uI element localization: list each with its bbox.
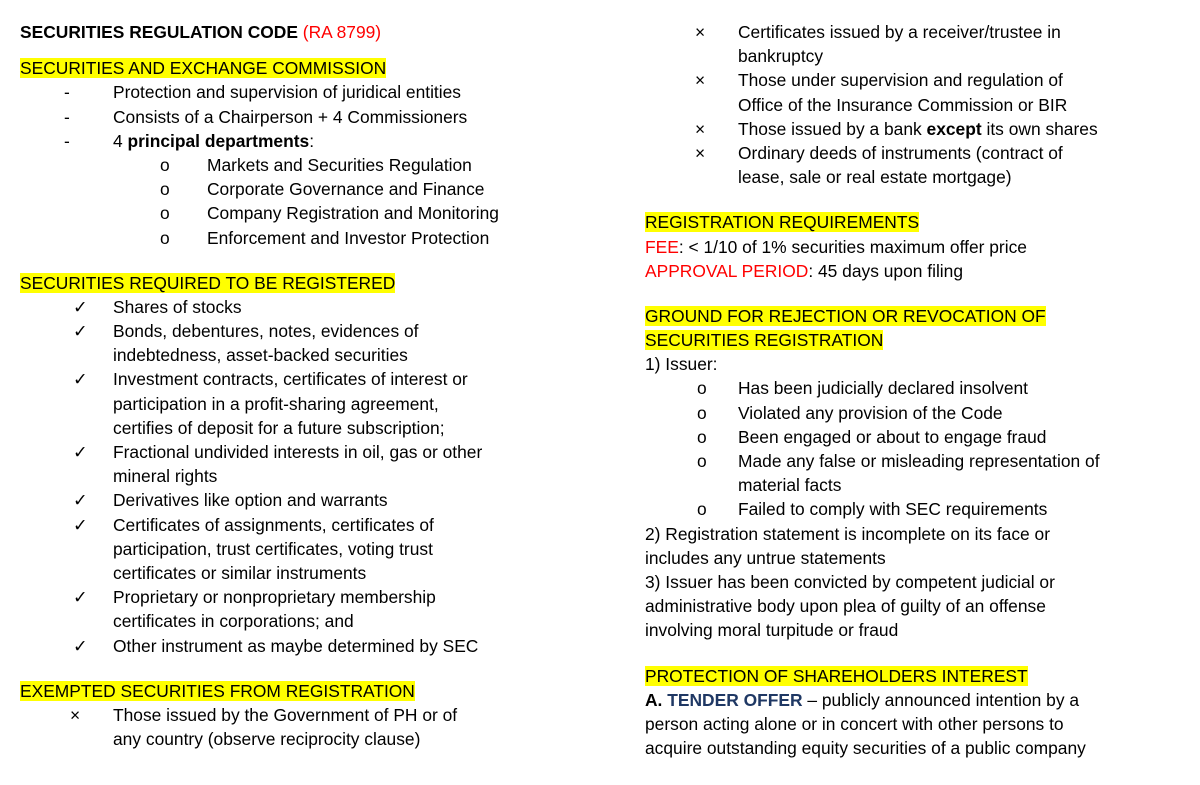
circle-bullet: o: [697, 378, 707, 399]
list-item-cont: certificates or similar instruments: [113, 562, 367, 583]
check-icon: ✓: [73, 369, 88, 390]
paragraph-line: 2) Registration statement is incomplete on its face or: [645, 523, 1051, 544]
circle-bullet: o: [160, 227, 170, 248]
list-item: ✓ Derivatives like option and warrants: [20, 488, 580, 512]
list-item: × Those under supervision and regulation of: [645, 68, 1185, 92]
check-icon: ✓: [73, 635, 88, 656]
rejection-heading: GROUND FOR REJECTION OR REVOCATION OF: [645, 305, 1046, 326]
list-item: o Markets and Securities Regulation: [20, 153, 580, 177]
list-item: ✓ Bonds, debentures, notes, evidences of: [20, 319, 580, 343]
requirements-heading: REGISTRATION REQUIREMENTS: [645, 212, 920, 233]
circle-bullet: o: [697, 451, 707, 471]
dash-bullet: -: [64, 106, 70, 127]
sec-heading: SECURITIES AND EXCHANGE COMMISSION: [20, 58, 387, 79]
list-item: × Certificates issued by a receiver/trustee in: [645, 20, 1185, 44]
list-item-cont: certificates in corporations; and: [113, 611, 354, 632]
list-item-cont: bankruptcy: [738, 46, 824, 67]
paragraph-line: administrative body upon plea of guilty of an offense: [645, 596, 1046, 617]
circle-bullet: o: [160, 154, 170, 175]
dash-bullet: -: [64, 130, 70, 151]
list-item-cont: material facts: [738, 475, 842, 496]
fee-line: FEE: < 1/10 of 1% securities maximum offer price: [645, 236, 1027, 257]
left-column: [20, 20, 580, 751]
paragraph-line: person acting alone or in concert with other persons to: [645, 713, 1064, 734]
ra-reference: (RA 8799): [302, 22, 382, 42]
list-item: - Protection and supervision of juridical entities: [20, 80, 580, 104]
tender-offer-line: A. TENDER OFFER – publicly announced intention by a: [645, 689, 1080, 710]
list-item-cont: Office of the Insurance Commission or BIR: [738, 94, 1068, 115]
exempted-heading: EXEMPTED SECURITIES FROM REGISTRATION: [20, 680, 415, 701]
list-item: ✓ Certificates of assignments, certificates of: [20, 513, 580, 537]
list-item: - 4 principal departments:: [20, 129, 580, 153]
list-item: ✓ Other instrument as maybe determined by SEC: [20, 634, 580, 658]
list-item: ✓ Shares of stocks: [20, 295, 580, 319]
list-item-cont: indebtedness, asset-backed securities: [113, 345, 408, 366]
paragraph-line: involving moral turpitude or fraud: [645, 620, 899, 641]
right-column: [645, 20, 1185, 760]
list-item: o Been engaged or about to engage fraud: [645, 425, 1185, 449]
circle-bullet: o: [160, 179, 170, 200]
circle-bullet: o: [160, 203, 170, 224]
list-item: ✓ Proprietary or nonproprietary membership: [20, 585, 580, 609]
list-item-cont: participation in a profit-sharing agreement,: [113, 393, 439, 414]
paragraph-line: 3) Issuer has been convicted by competent judicial or: [645, 571, 1055, 592]
cross-icon: ×: [70, 704, 81, 725]
list-item: - Consists of a Chairperson + 4 Commissioners: [20, 105, 580, 129]
cross-icon: ×: [695, 22, 706, 42]
list-item: × Those issued by the Government of PH or of: [20, 703, 580, 727]
list-item: o Enforcement and Investor Protection: [20, 226, 580, 250]
circle-bullet: o: [697, 402, 707, 423]
check-icon: ✓: [73, 442, 88, 462]
list-item: ✓ Fractional undivided interests in oil, gas or other: [20, 440, 580, 464]
list-item: o Has been judicially declared insolvent: [645, 376, 1185, 400]
paragraph-line: acquire outstanding equity securities of a public company: [645, 738, 1086, 759]
circle-bullet: o: [697, 499, 707, 520]
check-icon: ✓: [73, 587, 88, 608]
circle-bullet: o: [697, 426, 707, 447]
registered-heading: SECURITIES REQUIRED TO BE REGISTERED: [20, 272, 396, 293]
list-item: × Those issued by a bank except its own shares: [645, 117, 1185, 141]
check-icon: ✓: [73, 296, 88, 317]
list-item-cont: any country (observe reciprocity clause): [113, 729, 421, 750]
tender-offer-term: TENDER OFFER: [667, 689, 803, 710]
list-item: o Made any false or misleading representation of: [645, 449, 1185, 473]
cross-icon: ×: [695, 118, 706, 139]
list-item-cont: participation, trust certificates, voting trust: [113, 538, 433, 559]
list-item-cont: lease, sale or real estate mortgage): [738, 167, 1012, 188]
dash-bullet: -: [64, 82, 70, 103]
check-icon: ✓: [73, 490, 88, 511]
doc-title: SECURITIES REGULATION CODE (RA 8799): [20, 22, 382, 42]
protection-heading: PROTECTION OF SHAREHOLDERS INTEREST: [645, 665, 1028, 686]
cross-icon: ×: [695, 70, 706, 91]
list-item: o Company Registration and Monitoring: [20, 201, 580, 225]
list-item: × Ordinary deeds of instruments (contract of: [645, 141, 1185, 165]
list-item-cont: certifies of deposit for a future subscription;: [113, 417, 445, 438]
cross-icon: ×: [695, 142, 706, 163]
check-icon: ✓: [73, 321, 88, 342]
list-item: o Failed to comply with SEC requirements: [645, 497, 1185, 521]
list-item: o Corporate Governance and Finance: [20, 177, 580, 201]
list-item: o Violated any provision of the Code: [645, 401, 1185, 425]
check-icon: ✓: [73, 514, 88, 535]
list-item-cont: mineral rights: [113, 466, 218, 487]
issuer-line: 1) Issuer:: [645, 354, 718, 375]
rejection-heading-2: SECURITIES REGISTRATION: [645, 330, 884, 351]
list-item: ✓ Investment contracts, certificates of interest or: [20, 367, 580, 391]
approval-line: APPROVAL PERIOD: 45 days upon filing: [645, 260, 964, 281]
paragraph-line: includes any untrue statements: [645, 547, 886, 568]
